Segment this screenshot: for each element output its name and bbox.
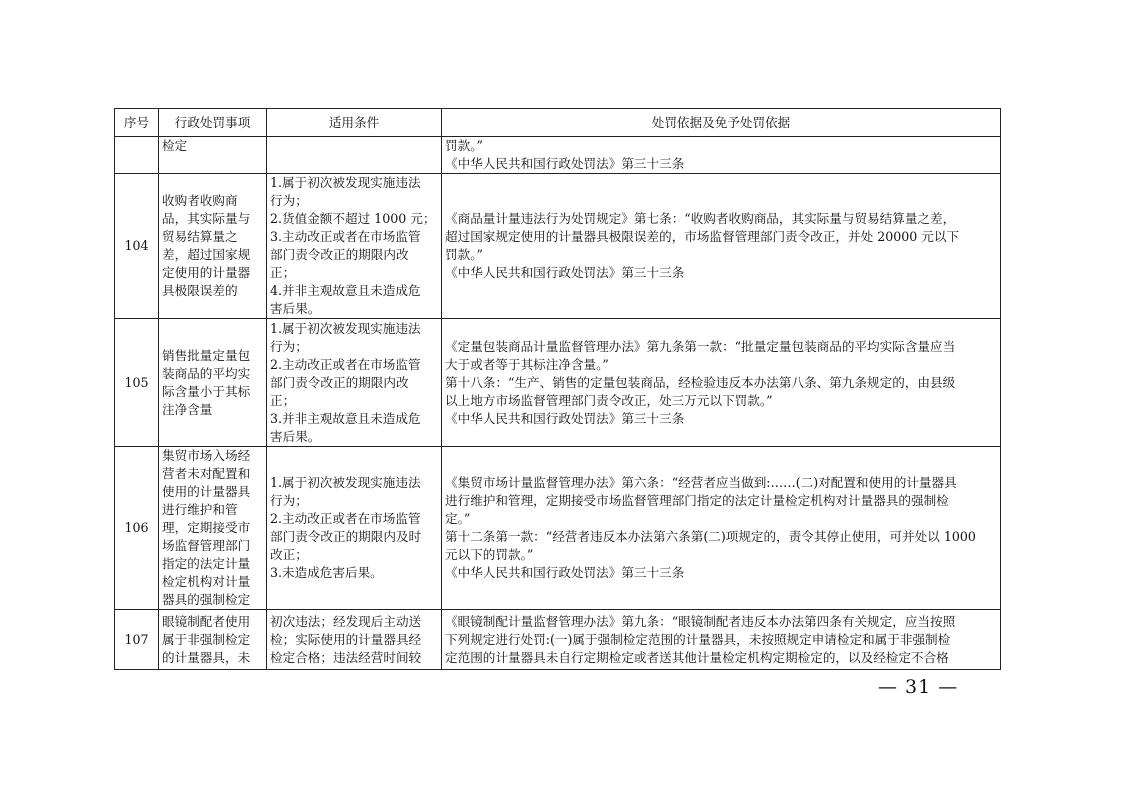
basis-cell	[442, 447, 1001, 610]
basis-cell	[442, 137, 1001, 174]
item-line: 理，定期接受市	[162, 520, 251, 535]
condition-line: 2.货值金额不超过 1000 元；	[270, 211, 436, 226]
basis-line: 元以下的罚款。”	[445, 547, 534, 562]
basis-line: 《中华人民共和国行政处罚法》第三十三条	[445, 565, 685, 580]
condition-line: 1.属于初次被发现实施违法	[270, 175, 421, 190]
basis-line: 第十八条：“生产、销售的定量包装商品，经检验违反本办法第八条、第九条规定的，由县级	[445, 374, 956, 390]
basis-line: 定范围的计量器具未自行定期检定或者送其他计量检定机构定期检定的，以及经检定不合格	[445, 649, 949, 665]
conditions-cell	[267, 610, 442, 670]
serial-number-cell: 107	[115, 610, 159, 670]
item-line: 场监督管理部门	[162, 538, 251, 553]
penalty-item-cell	[159, 137, 267, 174]
basis-line: 《中华人民共和国行政处罚法》第三十三条	[445, 265, 685, 280]
condition-line: 2.主动改正或者在市场监管	[270, 511, 421, 526]
basis-line: 《中华人民共和国行政处罚法》第三十三条	[445, 410, 685, 426]
table-row	[115, 447, 1001, 610]
basis-line: 第十二条第一款：“经营者违反本办法第六条第(二)项规定的，责令其停止使用，可并处以 1000	[445, 529, 976, 544]
item-line: 品，其实际量与	[162, 211, 251, 226]
table-row	[115, 319, 1001, 447]
basis-line: 下列规定进行处罚:(一)属于强制检定范围的计量器具，未按照规定申请检定和属于非强制检	[445, 631, 951, 647]
condition-line: 正；	[270, 392, 296, 408]
basis-line: 定。”	[445, 511, 471, 526]
item-line: 使用的计量器具	[162, 484, 251, 499]
condition-line: 正；	[270, 265, 296, 280]
item-line: 定使用的计量器	[162, 265, 251, 280]
penalty-item-cell	[159, 610, 267, 670]
condition-line: 行为；	[270, 493, 308, 508]
condition-line: 3.并非主观故意且未造成危	[270, 410, 421, 426]
table-row	[115, 610, 1001, 670]
item-line: 集贸市场入场经	[162, 448, 251, 463]
basis-line: 《集贸市场计量监督管理办法》第六条：“经营者应当做到:……(二)对配置和使用的计量器具	[445, 475, 957, 490]
item-line: 营者未对配置和	[162, 466, 251, 481]
penalty-item-cell	[159, 319, 267, 447]
condition-line: 行为；	[270, 338, 308, 354]
conditions-cell	[267, 319, 442, 447]
condition-line: 3.主动改正或者在市场监管	[270, 229, 421, 244]
page-number: — 31 —	[878, 676, 959, 698]
basis-line: 罚款。”	[445, 138, 483, 153]
condition-line: 1.属于初次被发现实施违法	[270, 475, 421, 490]
serial-number-cell: 104	[115, 174, 159, 319]
condition-line: 3.未造成危害后果。	[270, 565, 383, 580]
header-penalty-basis: 处罚依据及免予处罚依据	[442, 109, 1001, 137]
condition-line: 4.并非主观故意且未造成危	[270, 283, 421, 298]
basis-cell	[442, 319, 1001, 447]
item-line: 器具的强制检定	[162, 592, 251, 607]
condition-line: 2.主动改正或者在市场监管	[270, 356, 421, 372]
serial-number-cell: 105	[115, 319, 159, 447]
condition-line: 1.属于初次被发现实施违法	[270, 320, 421, 336]
item-line: 注净含量	[162, 401, 213, 417]
condition-line: 初次违法；经发现后主动送	[270, 613, 422, 629]
condition-line: 部门责令改正的期限内及时	[270, 529, 422, 544]
condition-line: 检；实际使用的计量器具经	[270, 631, 422, 647]
item-line: 差，超过国家规	[162, 247, 251, 262]
item-line: 贸易结算量之	[162, 229, 238, 244]
table-header-row	[115, 109, 1001, 137]
item-line: 检定	[162, 138, 188, 153]
conditions-cell	[267, 137, 442, 174]
document-page	[114, 108, 1000, 670]
condition-line: 检定合格；违法经营时间较	[270, 649, 422, 665]
penalty-table	[114, 108, 1001, 670]
item-line: 装商品的平均实	[162, 365, 251, 381]
item-line: 的计量器具，未	[162, 649, 251, 665]
basis-cell	[442, 610, 1001, 670]
item-line: 际含量小于其标	[162, 383, 251, 399]
item-line: 销售批量定量包	[162, 347, 251, 363]
item-line: 属于非强制检定	[162, 631, 251, 647]
basis-cell	[442, 174, 1001, 319]
condition-line: 部门责令改正的期限内改	[270, 247, 409, 262]
item-line: 眼镜制配者使用	[162, 613, 251, 629]
basis-line: 《眼镜制配计量监督管理办法》第九条：“眼镜制配者违反本办法第四条有关规定，应当按照	[445, 613, 956, 629]
serial-number-cell	[115, 137, 159, 174]
item-line: 指定的法定计量	[162, 556, 251, 571]
table-row	[115, 137, 1001, 174]
penalty-item-cell	[159, 174, 267, 319]
conditions-cell	[267, 174, 442, 319]
basis-line: 进行维护和管理，定期接受市场监督管理部门指定的法定计量检定机构对计量器具的强制检	[445, 493, 949, 508]
basis-line: 罚款。”	[445, 247, 483, 262]
item-line: 收购者收购商	[162, 193, 238, 208]
item-line: 进行维护和管	[162, 502, 238, 517]
basis-line: 《商品量计量违法行为处罚规定》第七条：“收购者收购商品，其实际量与贸易结算量之差，	[445, 211, 956, 226]
basis-line: 超过国家规定使用的计量器具极限误差的，市场监督管理部门责令改正，并处 20000 元以下	[445, 229, 960, 244]
item-line: 具极限误差的	[162, 283, 238, 298]
condition-line: 改正；	[270, 547, 308, 562]
header-penalty-item: 行政处罚事项	[159, 109, 267, 137]
header-applicable-conditions: 适用条件	[267, 109, 442, 137]
condition-line: 害后果。	[270, 301, 321, 316]
basis-line: 以上地方市场监督管理部门责令改正，处三万元以下罚款。”	[445, 392, 773, 408]
condition-line: 害后果。	[270, 428, 321, 444]
item-line: 检定机构对计量	[162, 574, 251, 589]
condition-line: 部门责令改正的期限内改	[270, 374, 409, 390]
basis-line: 《定量包装商品计量监督管理办法》第九条第一款：“批量定量包装商品的平均实际含量应当	[445, 338, 956, 354]
basis-line: 《中华人民共和国行政处罚法》第三十三条	[445, 156, 685, 171]
table-row	[115, 174, 1001, 319]
condition-line: 行为；	[270, 193, 308, 208]
serial-number-cell: 106	[115, 447, 159, 610]
conditions-cell	[267, 447, 442, 610]
penalty-item-cell	[159, 447, 267, 610]
basis-line: 大于或者等于其标注净含量。”	[445, 356, 609, 372]
header-serial-number: 序号	[115, 109, 159, 137]
